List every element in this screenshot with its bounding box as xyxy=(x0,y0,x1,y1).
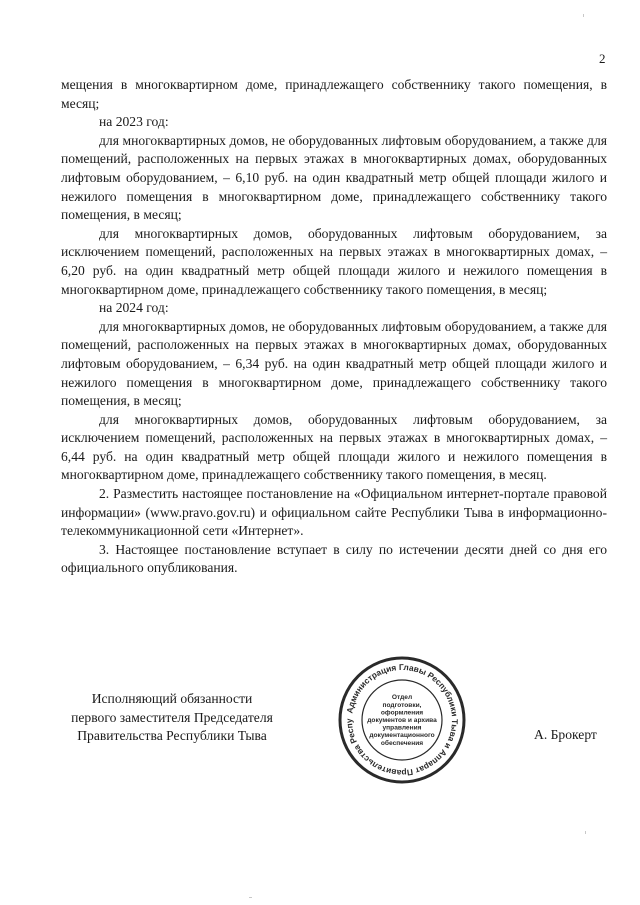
paragraph-continuation: мещения в многоквартирном доме, принадлежащего собственнику такого помещения, в месяц; xyxy=(61,77,607,111)
paragraph-2023-with-elevator: для многоквартирных домов, оборудованных лифтовым оборудованием, за исключением помещений, расположенных на первых этажах в многоквартирных домах, – 6,20 руб. на один квадратный метр общей площади жилого и нежилого помещения в многоквартирном доме, принадлежащего собственнику такого помещения, в месяц; xyxy=(61,225,607,297)
signatory-title-line: Правительства Республики Тыва xyxy=(77,728,267,744)
paragraph-2023-no-elevator: для многоквартирных домов, не оборудованных лифтовым оборудованием, а также для помещений, расположенных на первых этажах в многоквартирных домах, оборудованных лифтовым оборудованием, – 6,10 руб. на один квадратный метр общей площади жилого и нежилого помещения в многоквартирном доме, принадлежащего собственнику такого помещения, в месяц; xyxy=(61,132,607,223)
document-body xyxy=(61,76,607,578)
paragraph-year-2023: на 2023 год: xyxy=(99,114,169,130)
signatory-title-line: первого заместителя Председателя xyxy=(71,709,273,725)
paragraph-2024-no-elevator: для многоквартирных домов, не оборудованных лифтовым оборудованием, а также для помещений, расположенных на первых этажах в многоквартирных домах, оборудованных лифтовым оборудованием, – 6,34 руб. на один квадратный метр общей площади жилого и нежилого помещения в многоквартирном доме, принадлежащего собственнику такого помещения, в месяц; xyxy=(61,318,607,409)
svg-text:Администрация Главы Республики: Администрация Главы Республики Тыва и Аппарат Правительства Респу xyxy=(343,661,461,779)
stamp-center-line: документационного xyxy=(369,732,435,740)
scan-artifact xyxy=(583,14,584,17)
stamp-center-line: документов и архива xyxy=(367,717,437,724)
stamp-center-line: управления xyxy=(382,724,422,732)
stamp-center-line: оформления xyxy=(380,709,424,717)
official-stamp xyxy=(337,655,467,785)
paragraph-year-2024: на 2024 год: xyxy=(99,300,169,316)
scan-artifact xyxy=(585,831,586,834)
scan-artifact xyxy=(249,897,252,898)
page-number: 2 xyxy=(599,51,606,66)
stamp-center-line: обеспечения xyxy=(380,739,424,747)
signatory-title-line: Исполняющий обязанности xyxy=(91,691,253,706)
paragraph-item-3-effective-date: 3. Настоящее постановление вступает в силу по истечении десяти дней со дня его официального опубликования. xyxy=(61,541,607,576)
paragraph-item-2-publication: 2. Разместить настоящее постановление на «Официальном интернет-портале правовой информации» (www.pravo.gov.ru) и официальном сайте Республики Тыва в информационно-телекоммуникационной сети «Интернет». xyxy=(61,486,607,539)
signatory-title xyxy=(59,690,285,746)
stamp-center-line: подготовки, xyxy=(382,701,422,709)
paragraph-2024-with-elevator: для многоквартирных домов, оборудованных лифтовым оборудованием, за исключением помещений, расположенных на первых этажах в многоквартирных домах, – 6,44 руб. на один квадратный метр общей площади жилого и нежилого помещения в многоквартирном доме, принадлежащего собственнику такого помещения, в месяц. xyxy=(61,411,607,483)
stamp-seal-graphic xyxy=(337,655,467,785)
stamp-center-line: Отдел xyxy=(391,694,413,702)
signatory-name: А. Брокерт xyxy=(534,727,597,742)
